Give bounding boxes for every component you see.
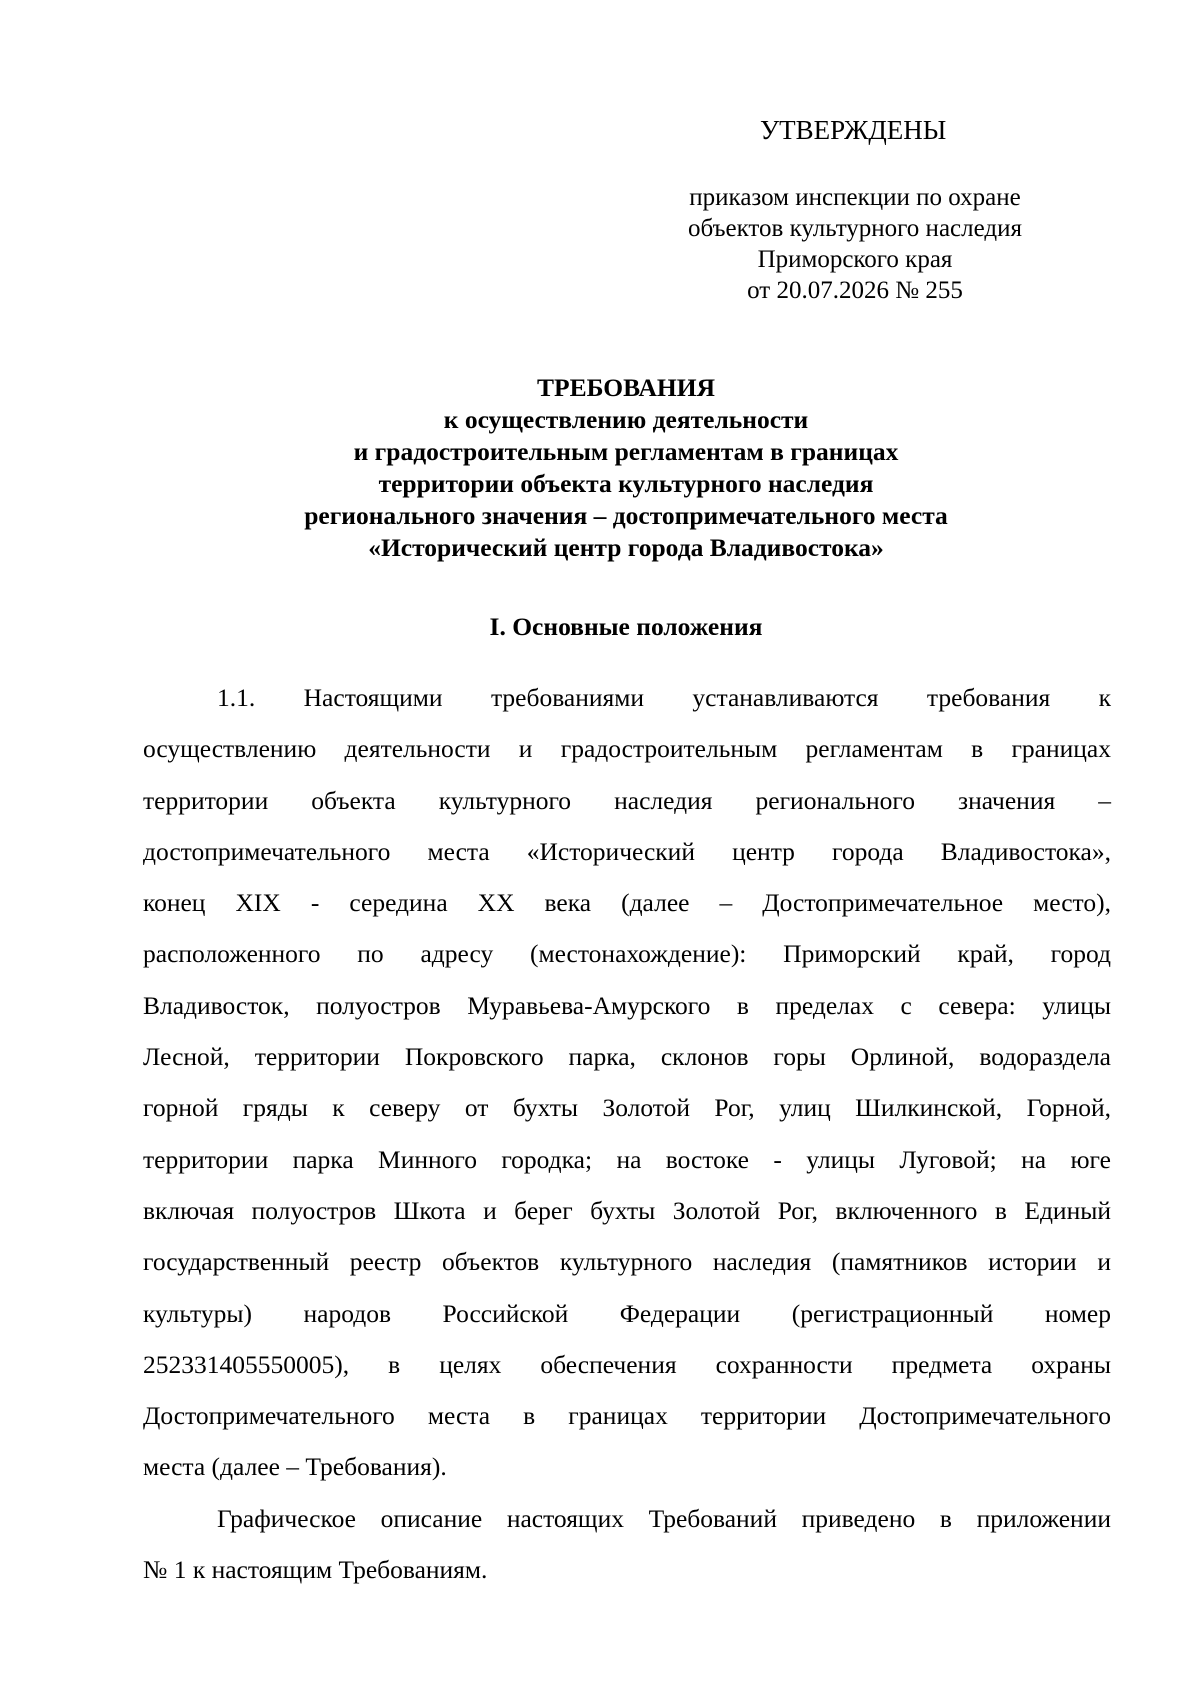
- paragraph-line: Графическое описание настоящих Требований приведено в приложении: [217, 1503, 1111, 1533]
- document-title: [150, 372, 1102, 564]
- paragraph-line: государственный реестр объектов культурного наследия (памятников истории и: [143, 1247, 1111, 1277]
- paragraph-line: Владивосток, полуостров Муравьева-Амурского в пределах с севера: улицы: [143, 990, 1111, 1020]
- paragraph-line: культуры) народов Российской Федерации (регистрационный номер: [143, 1298, 1111, 1328]
- section-heading: I. Основные положения: [489, 612, 763, 641]
- paragraph-line: достопримечательного места «Исторический центр города Владивостока»,: [143, 836, 1111, 866]
- paragraph-line: горной гряды к северу от бухты Золотой Рог, улиц Шилкинской, Горной,: [143, 1093, 1111, 1123]
- paragraph-line: расположенного по адресу (местонахождение): Приморский край, город: [143, 939, 1111, 969]
- approval-line: приказом инспекции по охране: [689, 184, 1021, 211]
- body-text: [143, 672, 1111, 1595]
- paragraph-line: № 1 к настоящим Требованиям.: [143, 1555, 488, 1585]
- paragraph: [143, 672, 1111, 1493]
- approval-date-number: от 20.07.2026 № 255: [747, 277, 963, 304]
- paragraph: [143, 1493, 1111, 1596]
- paragraph-line: Достопримечательного места в границах территории Достопримечательного: [143, 1401, 1111, 1431]
- paragraph-line: включая полуостров Шкота и берег бухты Золотой Рог, включенного в Единый: [143, 1195, 1111, 1225]
- paragraph-line: места (далее – Требования).: [143, 1452, 447, 1482]
- approval-title: УТВЕРЖДЕНЫ: [760, 115, 947, 145]
- approval-block: [620, 182, 1090, 306]
- paragraph-line: 1.1. Настоящими требованиями устанавливаются требования к: [217, 683, 1111, 712]
- paragraph-line: территории объекта культурного наследия регионального значения –: [143, 785, 1111, 815]
- document-title-line: регионального значения – достопримечательного места: [304, 501, 948, 530]
- document-title-line: ТРЕБОВАНИЯ: [536, 373, 715, 402]
- document-title-line: территории объекта культурного наследия: [378, 469, 874, 498]
- paragraph-line: Лесной, территории Покровского парка, склонов горы Орлиной, водораздела: [143, 1042, 1111, 1072]
- document-title-line: «Исторический центр города Владивостока»: [368, 533, 884, 562]
- paragraph-line: осуществлению деятельности и градостроительным регламентам в границах: [143, 734, 1111, 764]
- paragraph-line: территории парка Минного городка; на востоке - улицы Луговой; на юге: [143, 1144, 1111, 1174]
- paragraph-line: 252331405550005), в целях обеспечения сохранности предмета охраны: [143, 1349, 1111, 1379]
- approval-line: Приморского края: [757, 246, 953, 273]
- approval-line: объектов культурного наследия: [688, 215, 1022, 242]
- paragraph-line: конец XIX - середина XX века (далее – Достопримечательное место),: [143, 888, 1111, 918]
- document-title-line: и градостроительным регламентам в границах: [353, 437, 899, 466]
- document-title-line: к осуществлению деятельности: [443, 405, 809, 434]
